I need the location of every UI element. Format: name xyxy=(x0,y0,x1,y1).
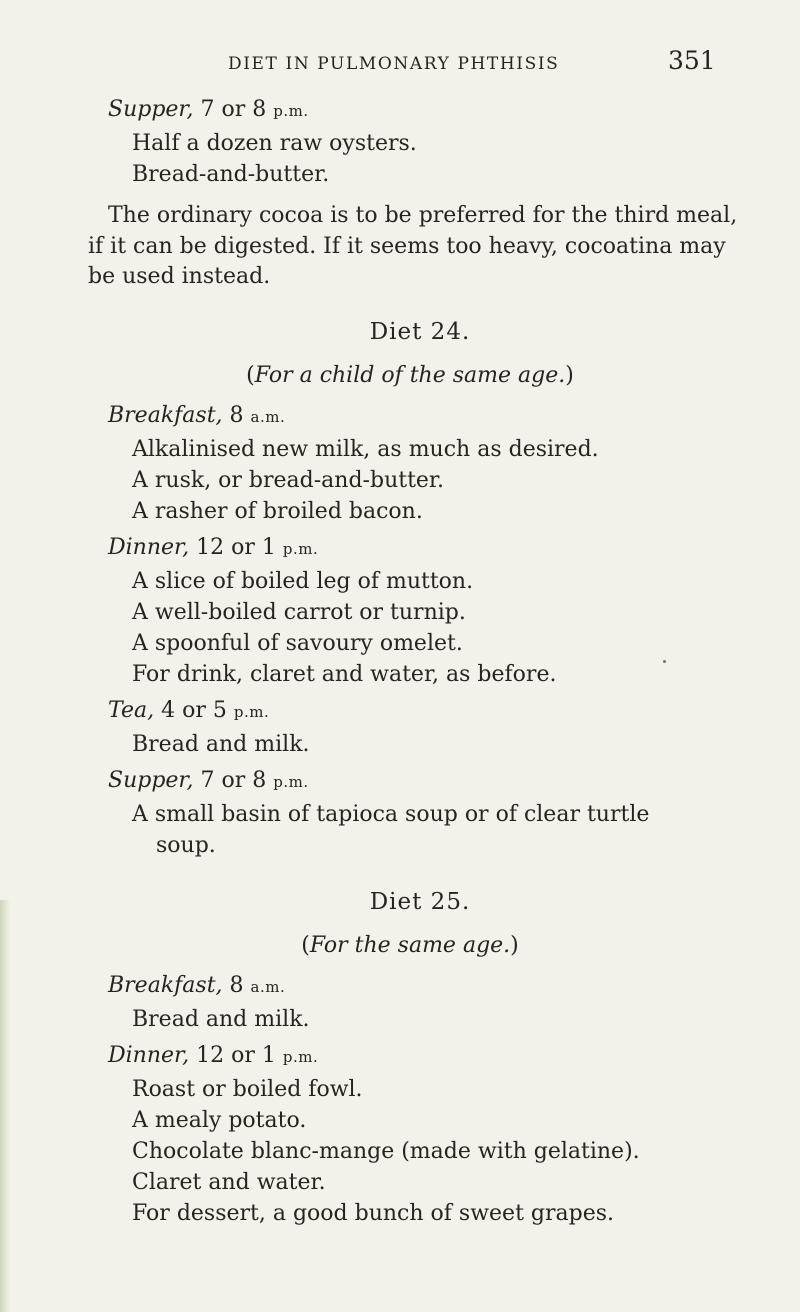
menu-item: Bread-and-butter. xyxy=(132,162,330,187)
diet-heading xyxy=(0,888,800,916)
meal-heading-dinner xyxy=(108,1042,318,1071)
diet-subtitle xyxy=(0,932,800,960)
menu-item: A spoonful of savoury omelet. xyxy=(132,631,463,656)
menu-item: Half a dozen raw oysters. xyxy=(132,131,417,156)
meal-time: 7 or 8 xyxy=(200,768,267,793)
diet-subtitle xyxy=(0,362,800,390)
menu-item: Roast or boiled fowl. xyxy=(132,1077,363,1102)
diet-subtitle-text: For the same age. xyxy=(309,933,511,958)
meal-name: Dinner, xyxy=(108,535,190,560)
meal-time: 12 or 1 xyxy=(196,535,276,560)
paren-open: ( xyxy=(246,363,255,388)
meal-time-suffix: p.m. xyxy=(233,703,270,721)
page-number: 351 xyxy=(668,46,716,75)
meal-name: Breakfast, xyxy=(108,403,223,428)
meal-time-suffix: p.m. xyxy=(273,773,309,791)
menu-item: Bread and milk. xyxy=(132,732,310,757)
running-head: DIET IN PULMONARY PHTHISIS xyxy=(228,54,560,74)
menu-item-continued: soup. xyxy=(156,833,216,858)
meal-heading-dinner xyxy=(108,534,318,563)
paragraph-line: be used instead. xyxy=(88,264,271,289)
meal-time: 4 or 5 xyxy=(161,698,227,723)
meal-name: Tea, xyxy=(108,698,155,723)
meal-heading-supper xyxy=(108,767,309,796)
menu-item: Bread and milk. xyxy=(132,1007,310,1032)
menu-item: A rasher of broiled bacon. xyxy=(132,499,423,524)
menu-item: For drink, claret and water, as before. xyxy=(132,662,557,687)
meal-time-suffix: p.m. xyxy=(282,540,319,558)
menu-item: A rusk, or bread-and-butter. xyxy=(132,468,445,493)
menu-item: A mealy potato. xyxy=(132,1108,307,1133)
meal-name: Supper, xyxy=(108,97,194,122)
paren-close: ) xyxy=(510,933,519,958)
diet-subtitle-text: For a child of the same age. xyxy=(254,363,566,388)
meal-time-suffix: p.m. xyxy=(282,1048,319,1066)
paper-speck xyxy=(663,660,666,663)
meal-heading-supper xyxy=(108,96,309,125)
menu-item: For dessert, a good bunch of sweet grapes. xyxy=(132,1201,615,1226)
paren-open: ( xyxy=(301,933,310,958)
meal-name: Supper, xyxy=(108,768,194,793)
meal-time-suffix: a.m. xyxy=(250,978,286,996)
meal-time-suffix: a.m. xyxy=(250,408,286,426)
paren-close: ) xyxy=(565,363,574,388)
meal-time: 7 or 8 xyxy=(200,97,267,122)
meal-time-suffix: p.m. xyxy=(273,102,309,120)
page-header xyxy=(0,44,800,84)
menu-item: Alkalinised new milk, as much as desired. xyxy=(132,437,599,462)
menu-item: Claret and water. xyxy=(132,1170,326,1195)
menu-item: A slice of boiled leg of mutton. xyxy=(132,569,474,594)
meal-heading-breakfast xyxy=(108,972,285,1001)
meal-heading-tea xyxy=(108,697,269,726)
diet-heading xyxy=(0,318,800,346)
menu-item: Chocolate blanc-mange (made with gelatine). xyxy=(132,1139,640,1164)
paragraph-line: if it can be digested. If it seems too heavy, cocoatina may xyxy=(88,234,726,259)
meal-name: Dinner, xyxy=(108,1043,190,1068)
menu-item: A well-boiled carrot or turnip. xyxy=(132,600,466,625)
meal-time: 8 xyxy=(229,403,244,428)
menu-item: A small basin of tapioca soup or of clear turtle xyxy=(132,802,650,827)
meal-heading-breakfast xyxy=(108,402,285,431)
meal-name: Breakfast, xyxy=(108,973,223,998)
diet-heading-text: Diet 25. xyxy=(369,889,471,915)
meal-time: 8 xyxy=(229,973,244,998)
paragraph-line: The ordinary cocoa is to be preferred for the third meal, xyxy=(108,203,738,228)
meal-time: 12 or 1 xyxy=(196,1043,276,1068)
page-edge-shadow xyxy=(0,900,10,1312)
diet-heading-text: Diet 24. xyxy=(369,319,471,345)
